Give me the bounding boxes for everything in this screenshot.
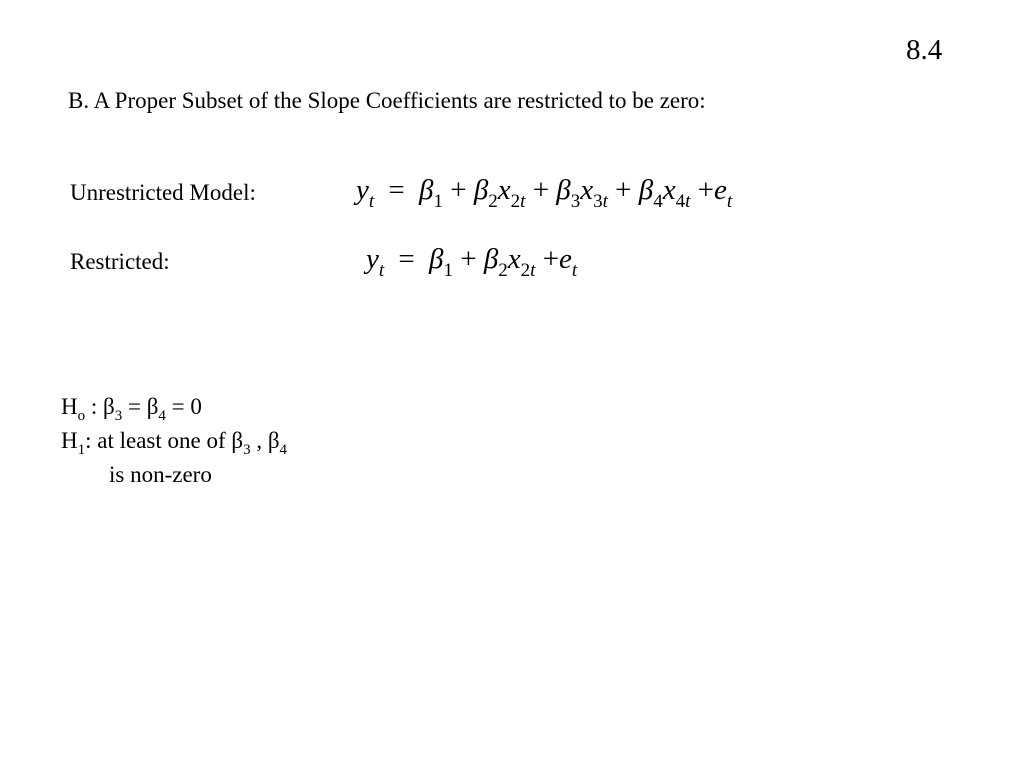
eq-beta: β [483, 243, 499, 275]
eq-beta: β [473, 174, 489, 206]
eq-beta: β [419, 174, 434, 206]
eq-y: y [366, 243, 379, 275]
eq-equals: = [388, 174, 405, 206]
eq-plus: + [542, 243, 560, 275]
eq-beta: β [429, 243, 444, 275]
eq-sub-3: 3 [570, 191, 581, 212]
eq-e: e [713, 174, 727, 206]
eq-equals: = [398, 243, 415, 275]
eq-sub-2: 2 [488, 191, 498, 212]
eq-sub-1: 1 [443, 260, 453, 281]
eq-x: x [507, 243, 521, 275]
eq-sub-2: 2 [498, 260, 508, 281]
eq-x: x [580, 174, 594, 206]
eq-beta: β [638, 174, 654, 206]
unrestricted-model-label: Unrestricted Model: [70, 180, 256, 205]
null-hypothesis: $H_o$ : $\beta_3 = \beta_4 = 0$ [61, 394, 202, 424]
eq-plus: + [450, 174, 467, 206]
alternative-hypothesis-continuation: is non-zero [109, 462, 212, 487]
eq-x: x [497, 174, 511, 206]
eq-beta: β [556, 174, 571, 206]
eq-sub-1: 1 [433, 191, 443, 212]
eq-plus: + [615, 174, 632, 206]
eq-plus: + [460, 243, 477, 275]
restricted-equation: $y_t = \beta_1 + \beta_2x_{2t} +e_t$ [366, 243, 578, 281]
eq-e: e [559, 243, 572, 275]
eq-plus: + [697, 174, 714, 206]
eq-plus: + [532, 174, 550, 206]
alternative-hypothesis: $H_1$: at least one of $\beta_3$ , $\beta_4$ [61, 428, 288, 458]
eq-y: y [356, 174, 369, 206]
section-heading: B. A Proper Subset of the Slope Coefficients are restricted to be zero: [68, 88, 706, 113]
eq-x: x [662, 174, 676, 206]
slide-number: 8.4 [906, 34, 943, 66]
restricted-model-label: Restricted: [70, 249, 170, 274]
unrestricted-equation: $y_t = \beta_1 + \beta_2x_{2t} + \beta_3x_{3t} + \beta_4x_{4t} +e_t$ [356, 174, 733, 212]
eq-sub-t: t [368, 191, 375, 212]
eq-sub-4: 4 [653, 191, 663, 212]
